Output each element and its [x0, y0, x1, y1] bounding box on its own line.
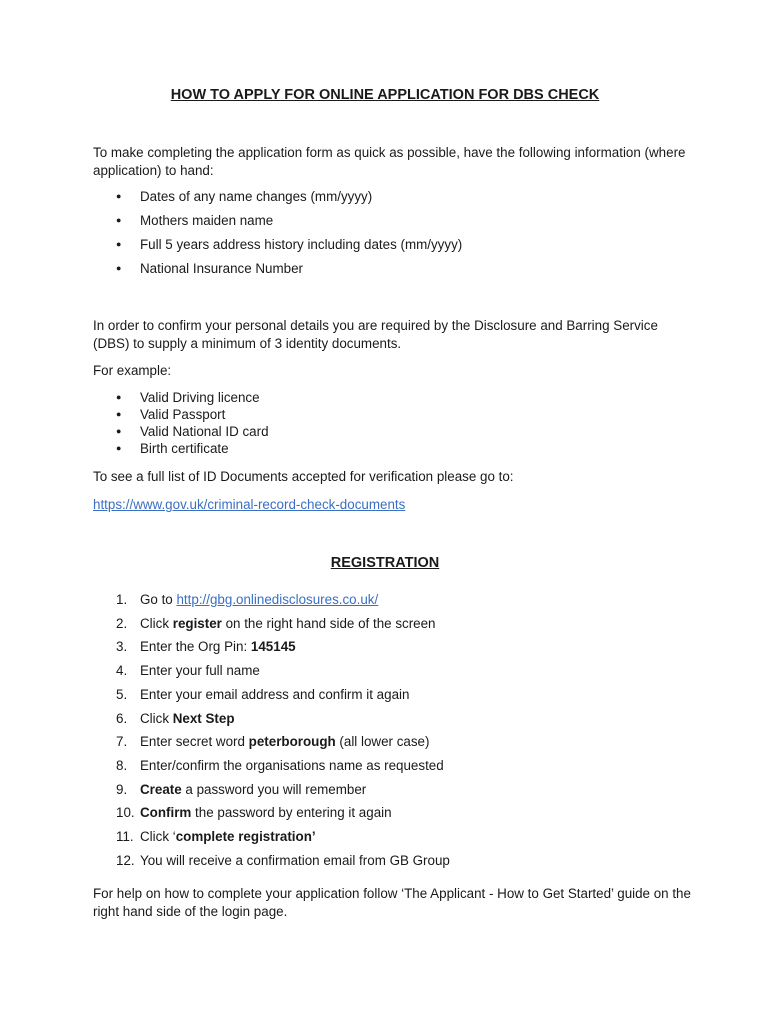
registration-step	[116, 852, 450, 870]
step-emphasis: peterborough	[248, 734, 336, 750]
step-number: 3.	[116, 639, 128, 655]
step-number: 11.	[116, 829, 134, 844]
info-list-item: ● Dates of any name changes (mm/yyyy)	[140, 188, 372, 206]
registration-step	[116, 828, 316, 846]
step-emphasis: Confirm	[140, 805, 192, 821]
registration-step	[116, 733, 429, 751]
registration-step	[116, 662, 260, 680]
registration-step	[116, 757, 444, 775]
help-paragraph: For help on how to complete your application follow ‘The Applicant - How to Get Started’ guide on the right hand side of the login page.	[93, 886, 691, 919]
step-text: Enter your full name	[140, 663, 260, 679]
registration-step	[116, 686, 409, 704]
step-number: 12.	[116, 852, 135, 868]
id-list-item: ● Valid Passport	[140, 406, 225, 424]
step-number: 10.	[116, 805, 135, 821]
step-emphasis: Create	[140, 781, 182, 797]
step-text: Click	[140, 710, 173, 726]
confirm-paragraph: In order to confirm your personal details you are required by the Disclosure and Barring Service (DBS) to supply a minimum of 3 identity documents.	[93, 318, 658, 351]
step-text: on the right hand side of the screen	[221, 615, 436, 631]
id-list-item: ● Valid Driving licence	[140, 389, 260, 407]
registration-step	[116, 804, 392, 822]
step-emphasis: 145145	[250, 639, 296, 655]
registration-step	[116, 710, 235, 728]
id-list-item: ● Valid National ID card	[140, 423, 269, 441]
step-emphasis: complete registration’	[175, 829, 316, 844]
step-text: You will receive a confirmation email from GB Group	[140, 852, 450, 868]
page-title: HOW TO APPLY FOR ONLINE APPLICATION FOR DBS CHECK	[170, 87, 600, 103]
registration-heading: REGISTRATION	[330, 555, 440, 571]
step-text: Enter the Org Pin:	[140, 639, 251, 655]
step-number: 5.	[116, 686, 128, 702]
step-number: 7.	[116, 734, 128, 750]
registration-step	[116, 591, 378, 609]
step-number: 8.	[116, 757, 128, 773]
onlinedisclosures-link[interactable]: http://gbg.onlinedisclosures.co.uk/	[176, 592, 379, 607]
id-list-item: ● Birth certificate	[140, 440, 229, 458]
step-number: 6.	[116, 710, 128, 726]
registration-step	[116, 615, 436, 633]
intro-paragraph: To make completing the application form as quick as possible, have the following information (where application) to hand:	[93, 145, 686, 178]
step-text: (all lower case)	[335, 734, 430, 750]
step-emphasis: Next Step	[172, 710, 235, 726]
step-text: the password by entering it again	[191, 805, 392, 821]
info-list-item: ● National Insurance Number	[140, 260, 303, 278]
step-number: 9.	[116, 781, 128, 797]
step-emphasis: register	[172, 615, 222, 631]
step-number: 1.	[116, 592, 128, 607]
step-text: Enter secret word	[140, 734, 249, 750]
step-text: Enter/confirm the organisations name as requested	[140, 757, 444, 773]
step-text: Go to	[140, 592, 177, 607]
example-label: For example:	[93, 363, 172, 378]
step-text: Click	[140, 615, 173, 631]
step-text: Enter your email address and confirm it again	[140, 686, 410, 702]
step-number: 4.	[116, 663, 128, 679]
registration-step	[116, 781, 366, 799]
step-text: a password you will remember	[181, 781, 367, 797]
info-list-item: ● Full 5 years address history including dates (mm/yyyy)	[140, 236, 462, 254]
step-text: Click ‘	[140, 829, 176, 844]
info-list-item: ● Mothers maiden name	[140, 212, 273, 230]
id-documents-link[interactable]: https://www.gov.uk/criminal-record-check-documents	[93, 497, 406, 512]
full-list-text: To see a full list of ID Documents accepted for verification please go to:	[93, 469, 514, 484]
step-number: 2.	[116, 615, 128, 631]
registration-step	[116, 638, 296, 656]
